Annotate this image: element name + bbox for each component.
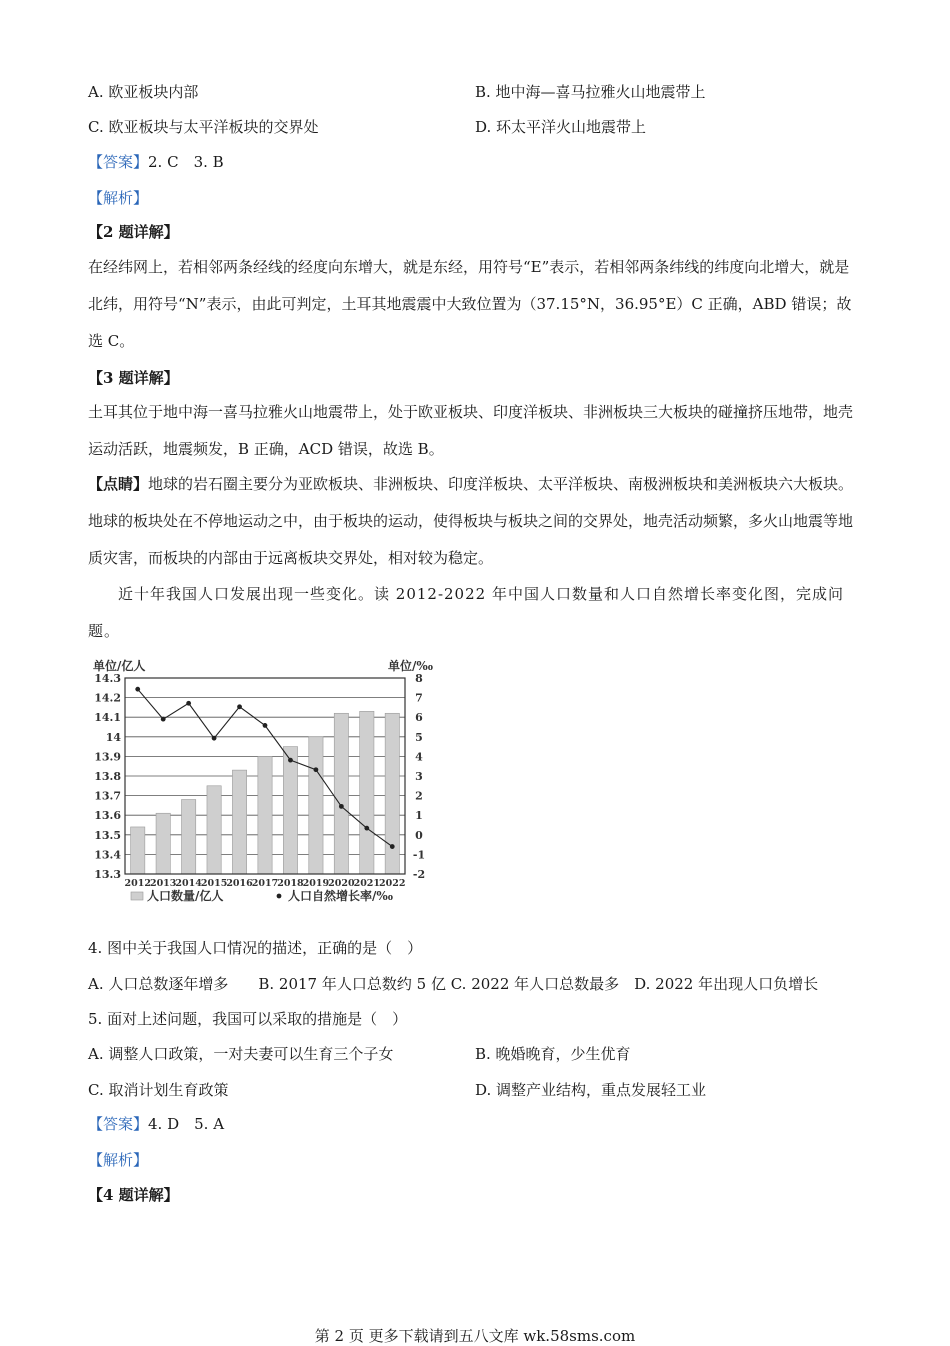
q5-option-b: B. 晚婚晚育，少生优育 (475, 1045, 631, 1063)
x-tick-label: 2018 (277, 878, 304, 889)
left-tick-label: 14.1 (94, 711, 121, 725)
left-tick-label: 13.3 (94, 868, 121, 881)
left-axis-label: 单位/亿人 (93, 659, 146, 673)
q4-options: A. 人口总数逐年增多 B. 2017 年人口总数约 5 亿 C. 2022 年人口总数最多 D. 2022 年出现人口负增长 (88, 975, 819, 993)
x-tick-label: 2022 (379, 878, 406, 889)
answer-line-2 (88, 1114, 224, 1134)
q5-stem: 5. 面对上述问题，我国可以采取的措施是（ ） (88, 1010, 408, 1028)
population-bar (334, 713, 348, 874)
answer-tag: 【答案】 (88, 153, 149, 171)
right-tick-label: 5 (415, 730, 423, 744)
bar-series (131, 711, 400, 874)
tips-title: 【点睛】 (88, 475, 149, 493)
x-tick-label: 2019 (302, 878, 330, 889)
answer-line-1 (88, 152, 224, 172)
q5-option-c: C. 取消计划生育政策 (88, 1081, 229, 1099)
growth-rate-point (135, 687, 140, 692)
right-tick-label: -2 (412, 868, 426, 881)
growth-rate-point (314, 767, 319, 772)
chart-legend (131, 888, 393, 903)
legend-bar-swatch (131, 892, 143, 900)
right-tick-label: 8 (415, 672, 423, 685)
growth-rate-point (186, 701, 191, 706)
x-tick-label: 2013 (149, 878, 177, 889)
option-a: A. 欧亚板块内部 (88, 83, 199, 101)
left-tick-label: 14.3 (94, 672, 121, 685)
left-tick-label: 13.7 (94, 789, 121, 803)
right-axis-label: 单位/‰ (387, 659, 433, 673)
growth-rate-point (364, 826, 369, 831)
population-bar (385, 713, 399, 874)
left-tick-label: 13.4 (94, 848, 121, 862)
tips-body: 地球的岩石圈主要分为亚欧板块、非洲板块、印度洋板块、太平洋板块、南极洲板块和美洲板块六大板块。地球的板块处在不停地运动之中，由于板块的运动，使得板块与板块之间的交界处，地壳活动频繁，多火山地震等地质灾害，而板块的内部由于远离板块交界处，相对较为稳定。 (88, 475, 854, 567)
population-bar (283, 747, 297, 874)
answer-text: 2. C 3. B (148, 153, 224, 171)
x-tick-label: 2021 (353, 878, 381, 889)
x-tick-label: 2016 (226, 878, 253, 889)
analysis-tag: 【解析】 (88, 189, 149, 207)
option-d: D. 环太平洋火山地震带上 (475, 118, 647, 136)
right-tick-label: 6 (415, 711, 423, 725)
intro-paragraph: 近十年我国人口发展出现一些变化。读 2012-2022 年中国人口数量和人口自然增长率变化图，完成问题。 (88, 585, 844, 640)
q3-detail-body: 土耳其位于地中海一喜马拉雅火山地震带上，处于欧亚板块、印度洋板块、非洲板块三大板块的碰撞挤压地带，地壳运动活跃，地震频发，B 正确，ACD 错误，故选 B。 (88, 403, 854, 458)
left-tick-label: 13.9 (94, 750, 121, 764)
tips-paragraph (88, 466, 862, 577)
right-tick-label: 7 (415, 691, 423, 705)
q3-detail-title: 【3 题详解】 (88, 369, 179, 387)
population-bar (131, 827, 145, 874)
legend-bar-label: 人口数量/亿人 (147, 889, 224, 903)
x-tick-label: 2017 (251, 878, 279, 889)
growth-rate-point (339, 804, 344, 809)
growth-rate-point (390, 844, 395, 849)
x-tick-label: 2015 (200, 878, 228, 889)
q4-detail-title: 【4 题详解】 (88, 1186, 179, 1204)
q2-detail-title: 【2 题详解】 (88, 223, 179, 241)
q2-detail-body: 在经纬网上，若相邻两条经线的经度向东增大，就是东经，用符号“E”表示，若相邻两条纬线的纬度向北增大，就是北纬，用符号“N”表示，由此可判定，土耳其地震震中大致位置为（37.15°N，36.95°E）C 正确，ABD 错误；故选 C。 (88, 258, 852, 350)
legend-line-label: 人口自然增长率/‰ (288, 889, 394, 903)
q5-option-a: A. 调整人口政策，一对夫妻可以生育三个子女 (88, 1045, 394, 1063)
option-c: C. 欧亚板块与太平洋板块的交界处 (88, 118, 319, 136)
growth-rate-point (263, 723, 268, 728)
right-tick-label: 3 (415, 770, 423, 783)
left-tick-label: 14.2 (94, 691, 121, 705)
left-tick-label: 14 (105, 730, 121, 744)
growth-rate-point (212, 736, 217, 741)
answer-text-2: 4. D 5. A (148, 1115, 225, 1133)
legend-line-swatch (277, 894, 282, 899)
left-tick-label: 13.5 (94, 828, 121, 842)
option-b: B. 地中海—喜马拉雅火山地震带上 (475, 83, 706, 101)
right-tick-label: 1 (415, 809, 423, 823)
left-tick-label: 13.6 (94, 809, 121, 823)
right-tick-label: 4 (415, 750, 423, 764)
population-bar (232, 770, 246, 874)
growth-rate-point (288, 758, 293, 763)
right-tick-label: -1 (412, 848, 426, 862)
population-bar (360, 711, 374, 874)
population-bar (309, 737, 323, 874)
x-tick-label: 2020 (328, 878, 355, 889)
page-footer: 第 2 页 更多下载请到五八文库 wk.58sms.com (314, 1327, 636, 1345)
growth-rate-point (161, 717, 166, 722)
answer-tag-2: 【答案】 (88, 1115, 149, 1133)
population-bar (207, 786, 221, 874)
x-tick-label: 2012 (124, 878, 151, 889)
q4-stem: 4. 图中关于我国人口情况的描述，正确的是（ ） (88, 939, 423, 957)
population-bar (258, 756, 272, 874)
growth-rate-point (237, 704, 242, 709)
right-tick-label: 2 (415, 789, 423, 803)
population-chart (85, 652, 440, 908)
right-tick-label: 0 (415, 828, 423, 842)
population-bar (156, 813, 170, 874)
q5-option-d: D. 调整产业结构，重点发展轻工业 (475, 1081, 707, 1099)
analysis-tag-2: 【解析】 (88, 1151, 149, 1169)
x-tick-label: 2014 (175, 878, 202, 889)
population-bar (182, 800, 196, 874)
left-tick-label: 13.8 (94, 770, 121, 783)
